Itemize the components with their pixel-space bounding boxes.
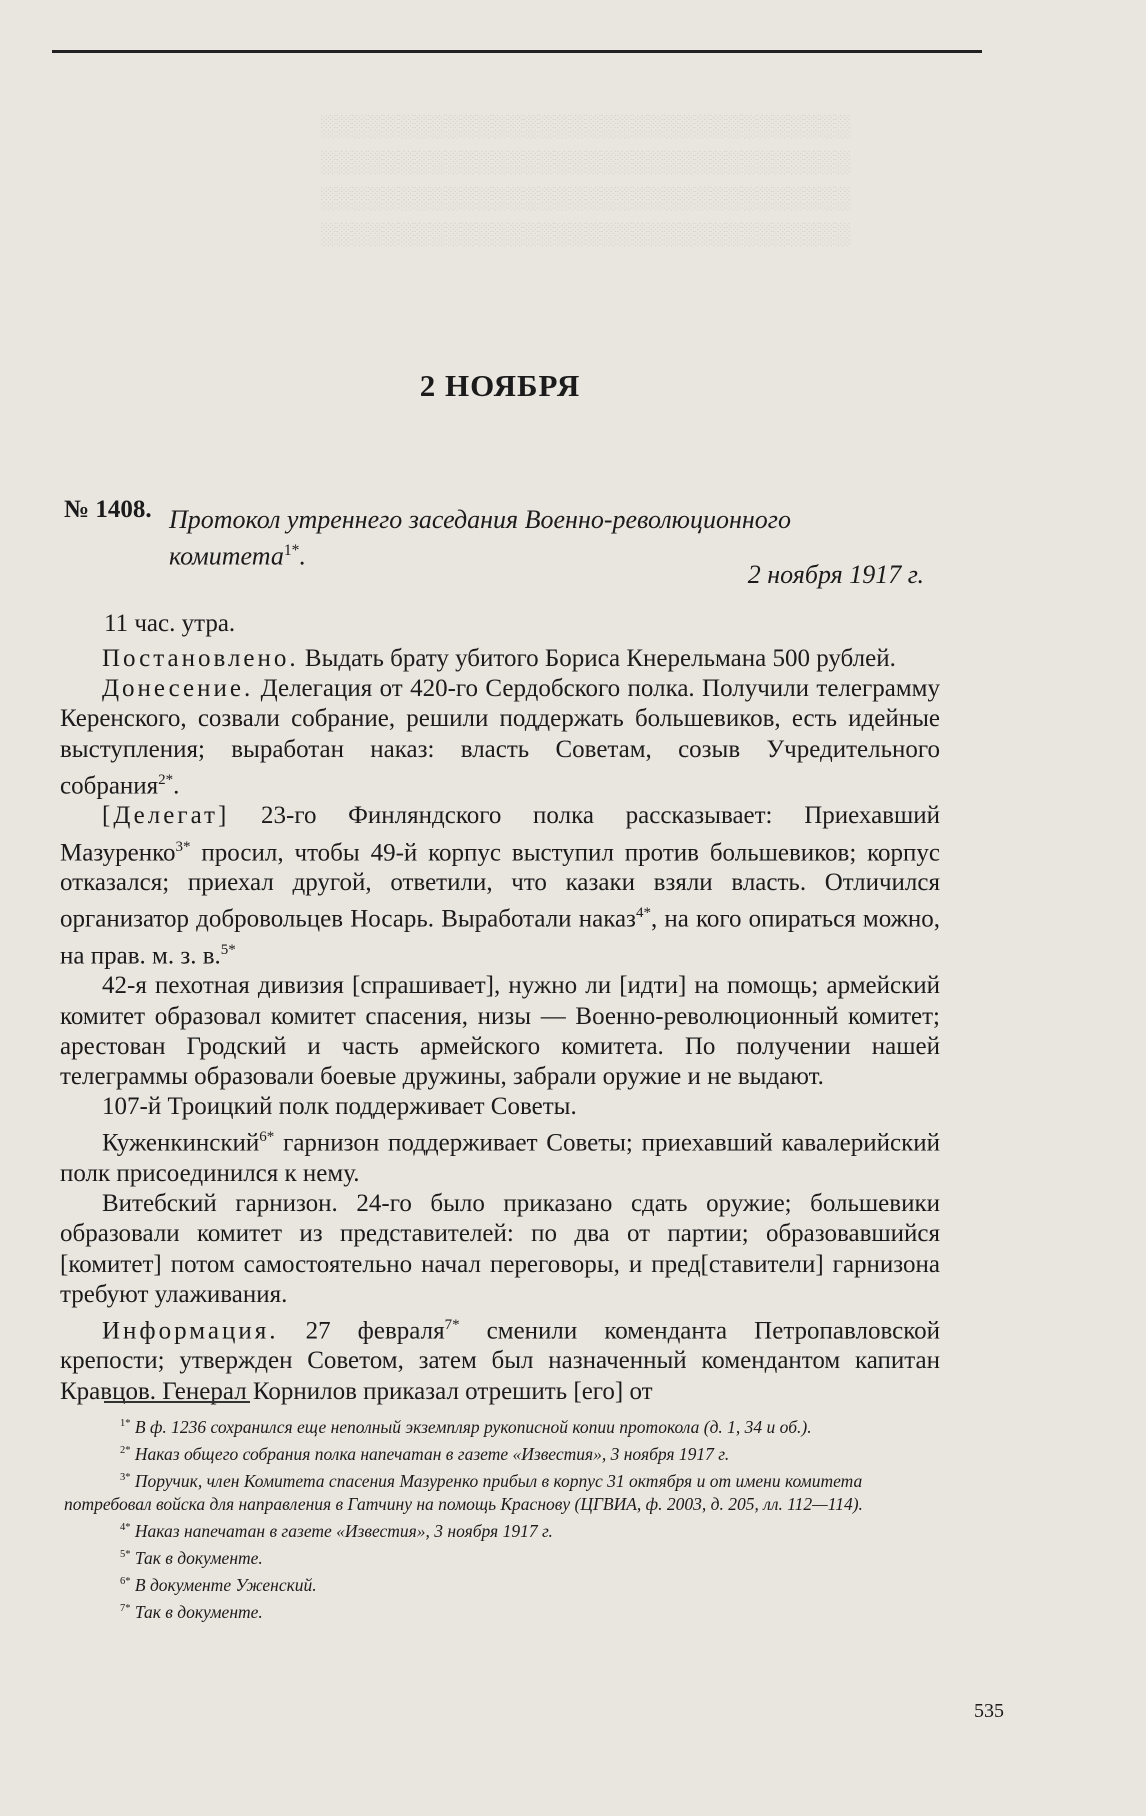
footnote-2 — [64, 1439, 944, 1466]
paragraph-report — [60, 674, 940, 801]
title-text: Протокол утреннего заседания Военно-революционного комитета — [169, 505, 791, 571]
footnote-text: Поручик, член Комитета спасения Мазуренко прибыл в корпус 31 октября и от имени комитета потребовал войска для направления в Гатчину на помощь Краснову (ЦГВИА, ф. 2003, д. 205, лл. 112—114). — [64, 1470, 863, 1515]
footnote-4 — [64, 1516, 944, 1543]
footnote-mark: 5* — [120, 1549, 131, 1561]
information-label: Информация. — [102, 1317, 279, 1345]
footnote-ref-6: 6* — [259, 1129, 275, 1146]
paragraph-garrison — [60, 1122, 940, 1189]
resolution-text: Выдать брату убитого Бориса Кнерельмана 500 рублей. — [298, 645, 896, 672]
document-number: № 1408. — [64, 496, 152, 523]
garrison-text: гарнизон поддерживает Советы; приехавший кавалерийский полк присоединился к нему. — [60, 1129, 940, 1187]
delegate-text-a: 23-го Финляндского полка рассказывает: Приехавший Мазуренко — [60, 802, 940, 866]
footnote-mark: 6* — [120, 1576, 131, 1588]
document-date: 2 ноября 1917 г. — [747, 560, 924, 589]
footnote-divider — [104, 1401, 250, 1403]
report-text: Делегация от 420-го Сердобского полка. Получили телеграмму Керенского, созвали собрание, решили поддержать большевиков, есть идейные выступления; выработан наказ: власть Советам, созыв Учредительного собрания — [60, 675, 940, 800]
footnote-mark: 1* — [120, 1418, 131, 1429]
footnote-ref-2: 2* — [158, 771, 174, 788]
section-heading: 2 НОЯБРЯ — [419, 368, 581, 403]
footnote-ref-3: 3* — [175, 838, 191, 855]
footnote-5 — [64, 1543, 944, 1570]
footnote-mark: 4* — [120, 1522, 131, 1534]
paragraph-division: 42-я пехотная дивизия [спрашивает], нужно ли [идти] на помощь; армейский комитет образовал комитет спасения, низы — Военно-революционный комитет; арестован Гродский и часть армейского комитета. По получении нашей телеграммы образовали боевые дружины, забрали оружие и не выдают. — [60, 972, 940, 1090]
delegate-text-b: просил, чтобы 49-й корпус выступил против большевиков; корпус отказался; приехал другой, ответили, что казаки взяли власть. Отличился организатор добровольцев Носарь. Выработали наказ — [60, 838, 940, 933]
report-end: . — [173, 772, 180, 800]
top-rule — [52, 50, 982, 53]
footnote-ref-1: 1* — [283, 542, 300, 559]
footnote-3 — [64, 1466, 944, 1517]
footnote-text: В ф. 1236 сохранился еще неполный экземпляр рукописной копии протокола (д. 1, 34 и об.). — [130, 1416, 812, 1437]
footnote-7 — [64, 1597, 944, 1624]
delegate-text-c: , на кого опираться можно, на прав. м. з. в. — [60, 905, 941, 970]
footnote-1 — [64, 1412, 944, 1439]
paragraph-regiment: 107-й Троицкий полк поддерживает Советы. — [102, 1093, 577, 1121]
title-end: . — [299, 541, 306, 571]
information-text-b: сменили коменданта Петропавловской крепости; утвержден Советом, затем был назначенный комендантом капитан Кравцов. Генерал Корнилов приказал отрешить [его] от — [60, 1317, 940, 1405]
report-label: Донесение. — [102, 675, 254, 703]
body-text — [60, 644, 940, 1407]
bleed-through-background: ░░░░░░░░░░░░░░░░░░░░░░░░░░░░░░░░░░ ░░░░░░░░░░░░░░░░░░░░░░░░░░░░░░░░░░ ░░░░░░░░░░░░░░░░░░░░░░░░░░░░░░░░░░ ░░░░░░░░░░░░░░░░░░░░░░░░░░░░░░░░░░ — [320, 113, 850, 246]
footnote-mark: 7* — [120, 1602, 131, 1614]
footnote-6 — [64, 1570, 944, 1597]
page-number: 535 — [974, 1700, 1004, 1722]
information-text-a: 27 февраля — [278, 1317, 445, 1345]
delegate-label: [Делегат] — [102, 802, 230, 830]
footnote-text: Наказ напечатан в газете «Известия», 3 ноября 1917 г. — [130, 1521, 553, 1542]
footnote-ref-7: 7* — [444, 1316, 460, 1333]
paragraph-information — [60, 1310, 940, 1407]
resolution-label: Постановлено. — [102, 645, 299, 672]
footnote-mark: 2* — [120, 1444, 131, 1456]
footnote-text: В документе Уженский. — [130, 1574, 317, 1595]
paragraph-delegate — [60, 801, 940, 971]
footnote-text: Так в документе. — [130, 1548, 263, 1569]
footnote-text: Наказ общего собрания полка напечатан в газете «Известия», 3 ноября 1917 г. — [130, 1443, 730, 1464]
garrison-name: Куженкинский — [102, 1129, 260, 1157]
paragraph-resolution — [60, 644, 940, 674]
footnote-mark: 3* — [120, 1471, 131, 1483]
footnote-text: Так в документе. — [130, 1601, 263, 1622]
meeting-time: 11 час. утра. — [104, 610, 236, 637]
footnote-ref-4: 4* — [635, 905, 651, 922]
footnote-ref-5: 5* — [220, 941, 236, 958]
footnotes — [64, 1412, 944, 1624]
paragraph-vitebsk: Витебский гарнизон. 24-го было приказано сдать оружие; большевики образовали комитет из представителей: по два от партии; образовавшийся [комитет] потом самостоятельно начал переговоры, и пред[ставители] гарнизона требуют улаживания. — [60, 1190, 940, 1308]
